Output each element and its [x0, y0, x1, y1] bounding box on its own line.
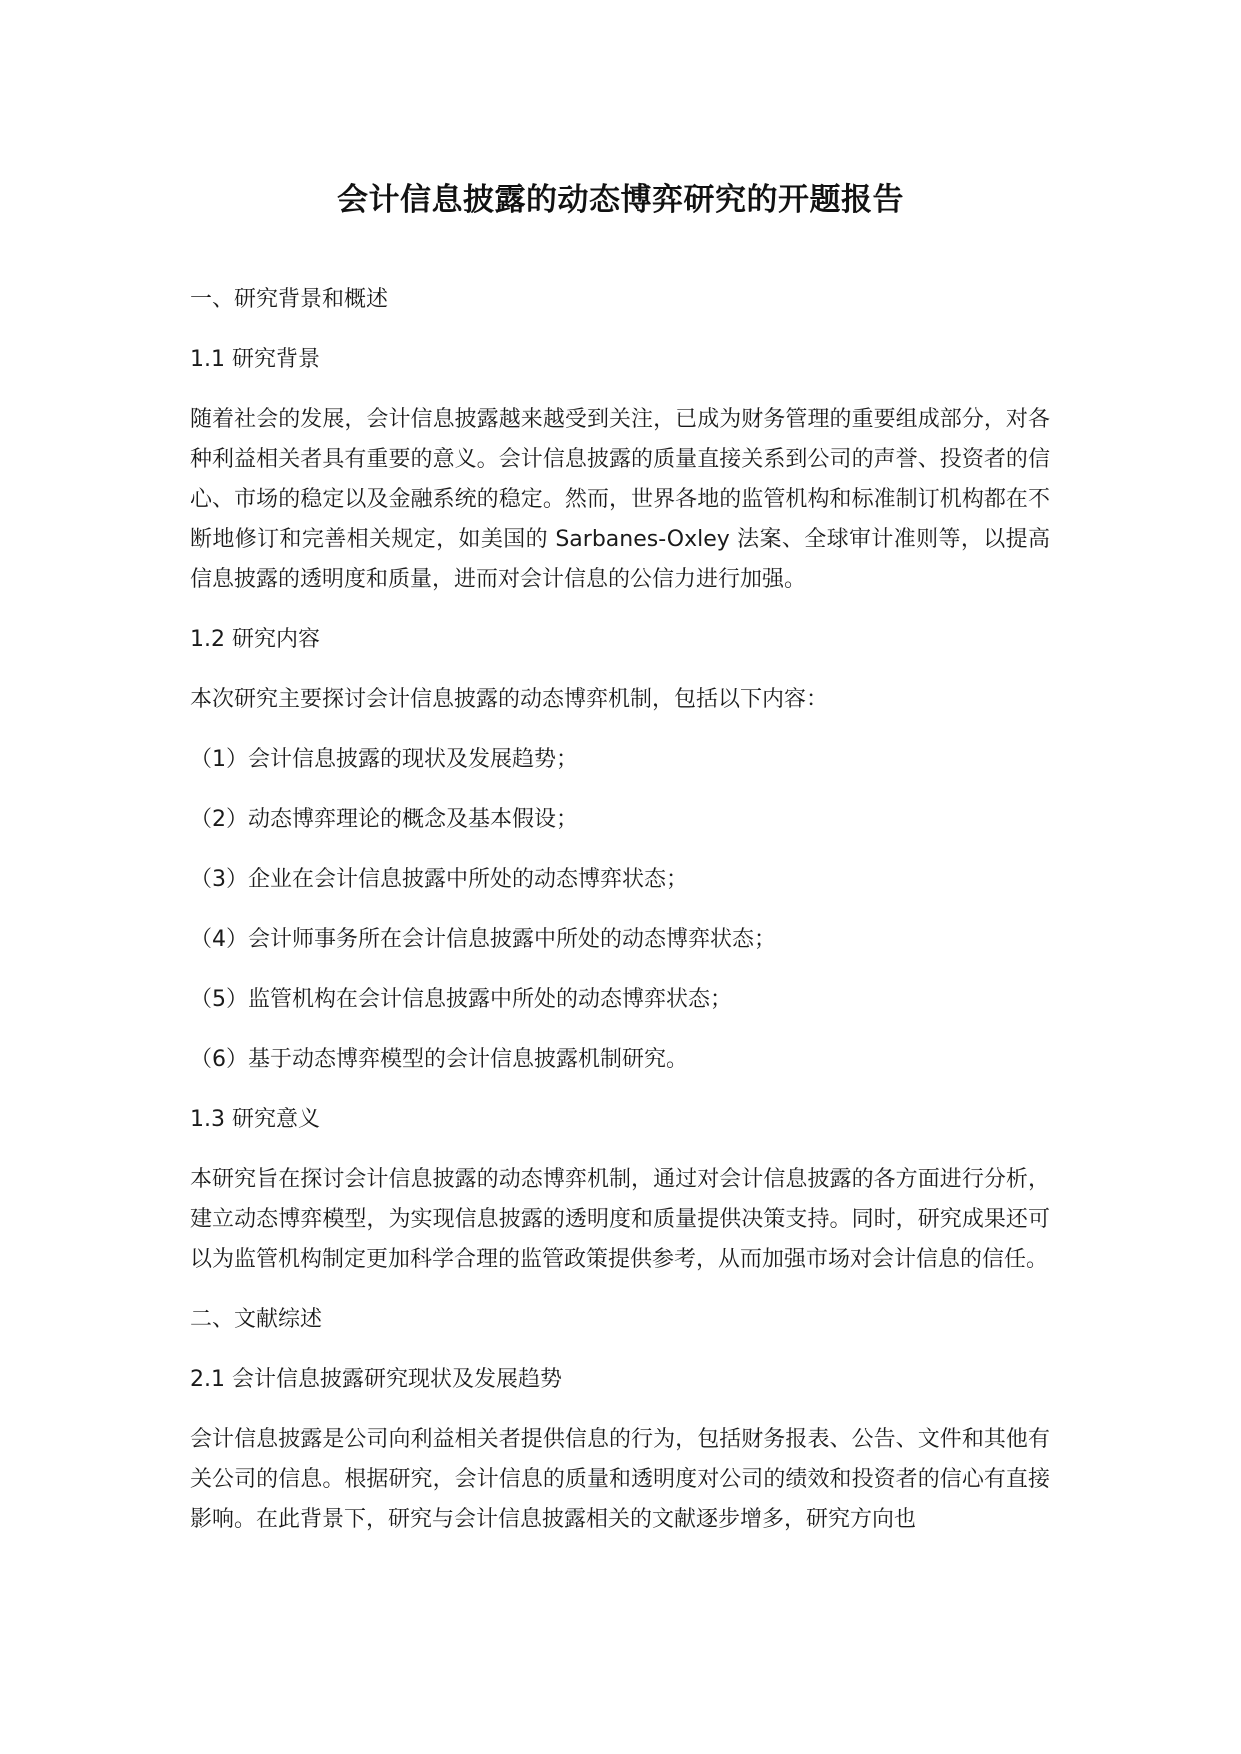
document-body	[190, 280, 1050, 1560]
paragraph-research-significance: 本研究旨在探讨会计信息披露的动态博弈机制，通过对会计信息披露的各方面进行分析，建立动态博弈模型，为实现信息披露的透明度和质量提供决策支持。同时，研究成果还可以为监管机构制定更加科学合理的监管政策提供参考，从而加强市场对会计信息的信任。	[190, 1167, 1050, 1272]
section-heading-1: 一、研究背景和概述	[190, 287, 389, 312]
list-item: （6）基于动态博弈模型的会计信息披露机制研究。	[190, 1047, 688, 1072]
subsection-heading-1-1: 1.1 研究背景	[190, 347, 320, 372]
section-heading-2: 二、文献综述	[190, 1307, 323, 1332]
list-item: （3）企业在会计信息披露中所处的动态博弈状态；	[190, 867, 688, 892]
paragraph-research-background: 随着社会的发展，会计信息披露越来越受到关注，已成为财务管理的重要组成部分，对各种利益相关者具有重要的意义。会计信息披露的质量直接关系到公司的声誉、投资者的信心、市场的稳定以及金融系统的稳定。然而，世界各地的监管机构和标准制订机构都在不断地修订和完善相关规定，如美国的 Sarbanes-Oxley 法案、全球审计准则等，以提高信息披露的透明度和质量，进而对会计信息的公信力进行加强。	[190, 407, 1050, 592]
subsection-heading-1-3: 1.3 研究意义	[190, 1107, 320, 1132]
paragraph-research-content-intro: 本次研究主要探讨会计信息披露的动态博弈机制，包括以下内容：	[190, 687, 829, 712]
paragraph-literature-status: 会计信息披露是公司向利益相关者提供信息的行为，包括财务报表、公告、文件和其他有关公司的信息。根据研究，会计信息的质量和透明度对公司的绩效和投资者的信心有直接影响。在此背景下，研究与会计信息披露相关的文献逐步增多，研究方向也	[190, 1427, 1050, 1532]
document-title: 会计信息披露的动态博弈研究的开题报告	[337, 182, 904, 218]
list-item: （2）动态博弈理论的概念及基本假设；	[190, 807, 578, 832]
list-item: （5）监管机构在会计信息披露中所处的动态博弈状态；	[190, 987, 732, 1012]
subsection-heading-1-2: 1.2 研究内容	[190, 627, 320, 652]
list-item: （4）会计师事务所在会计信息披露中所处的动态博弈状态；	[190, 927, 776, 952]
list-item: （1）会计信息披露的现状及发展趋势；	[190, 747, 578, 772]
subsection-heading-2-1: 2.1 会计信息披露研究现状及发展趋势	[190, 1367, 562, 1392]
